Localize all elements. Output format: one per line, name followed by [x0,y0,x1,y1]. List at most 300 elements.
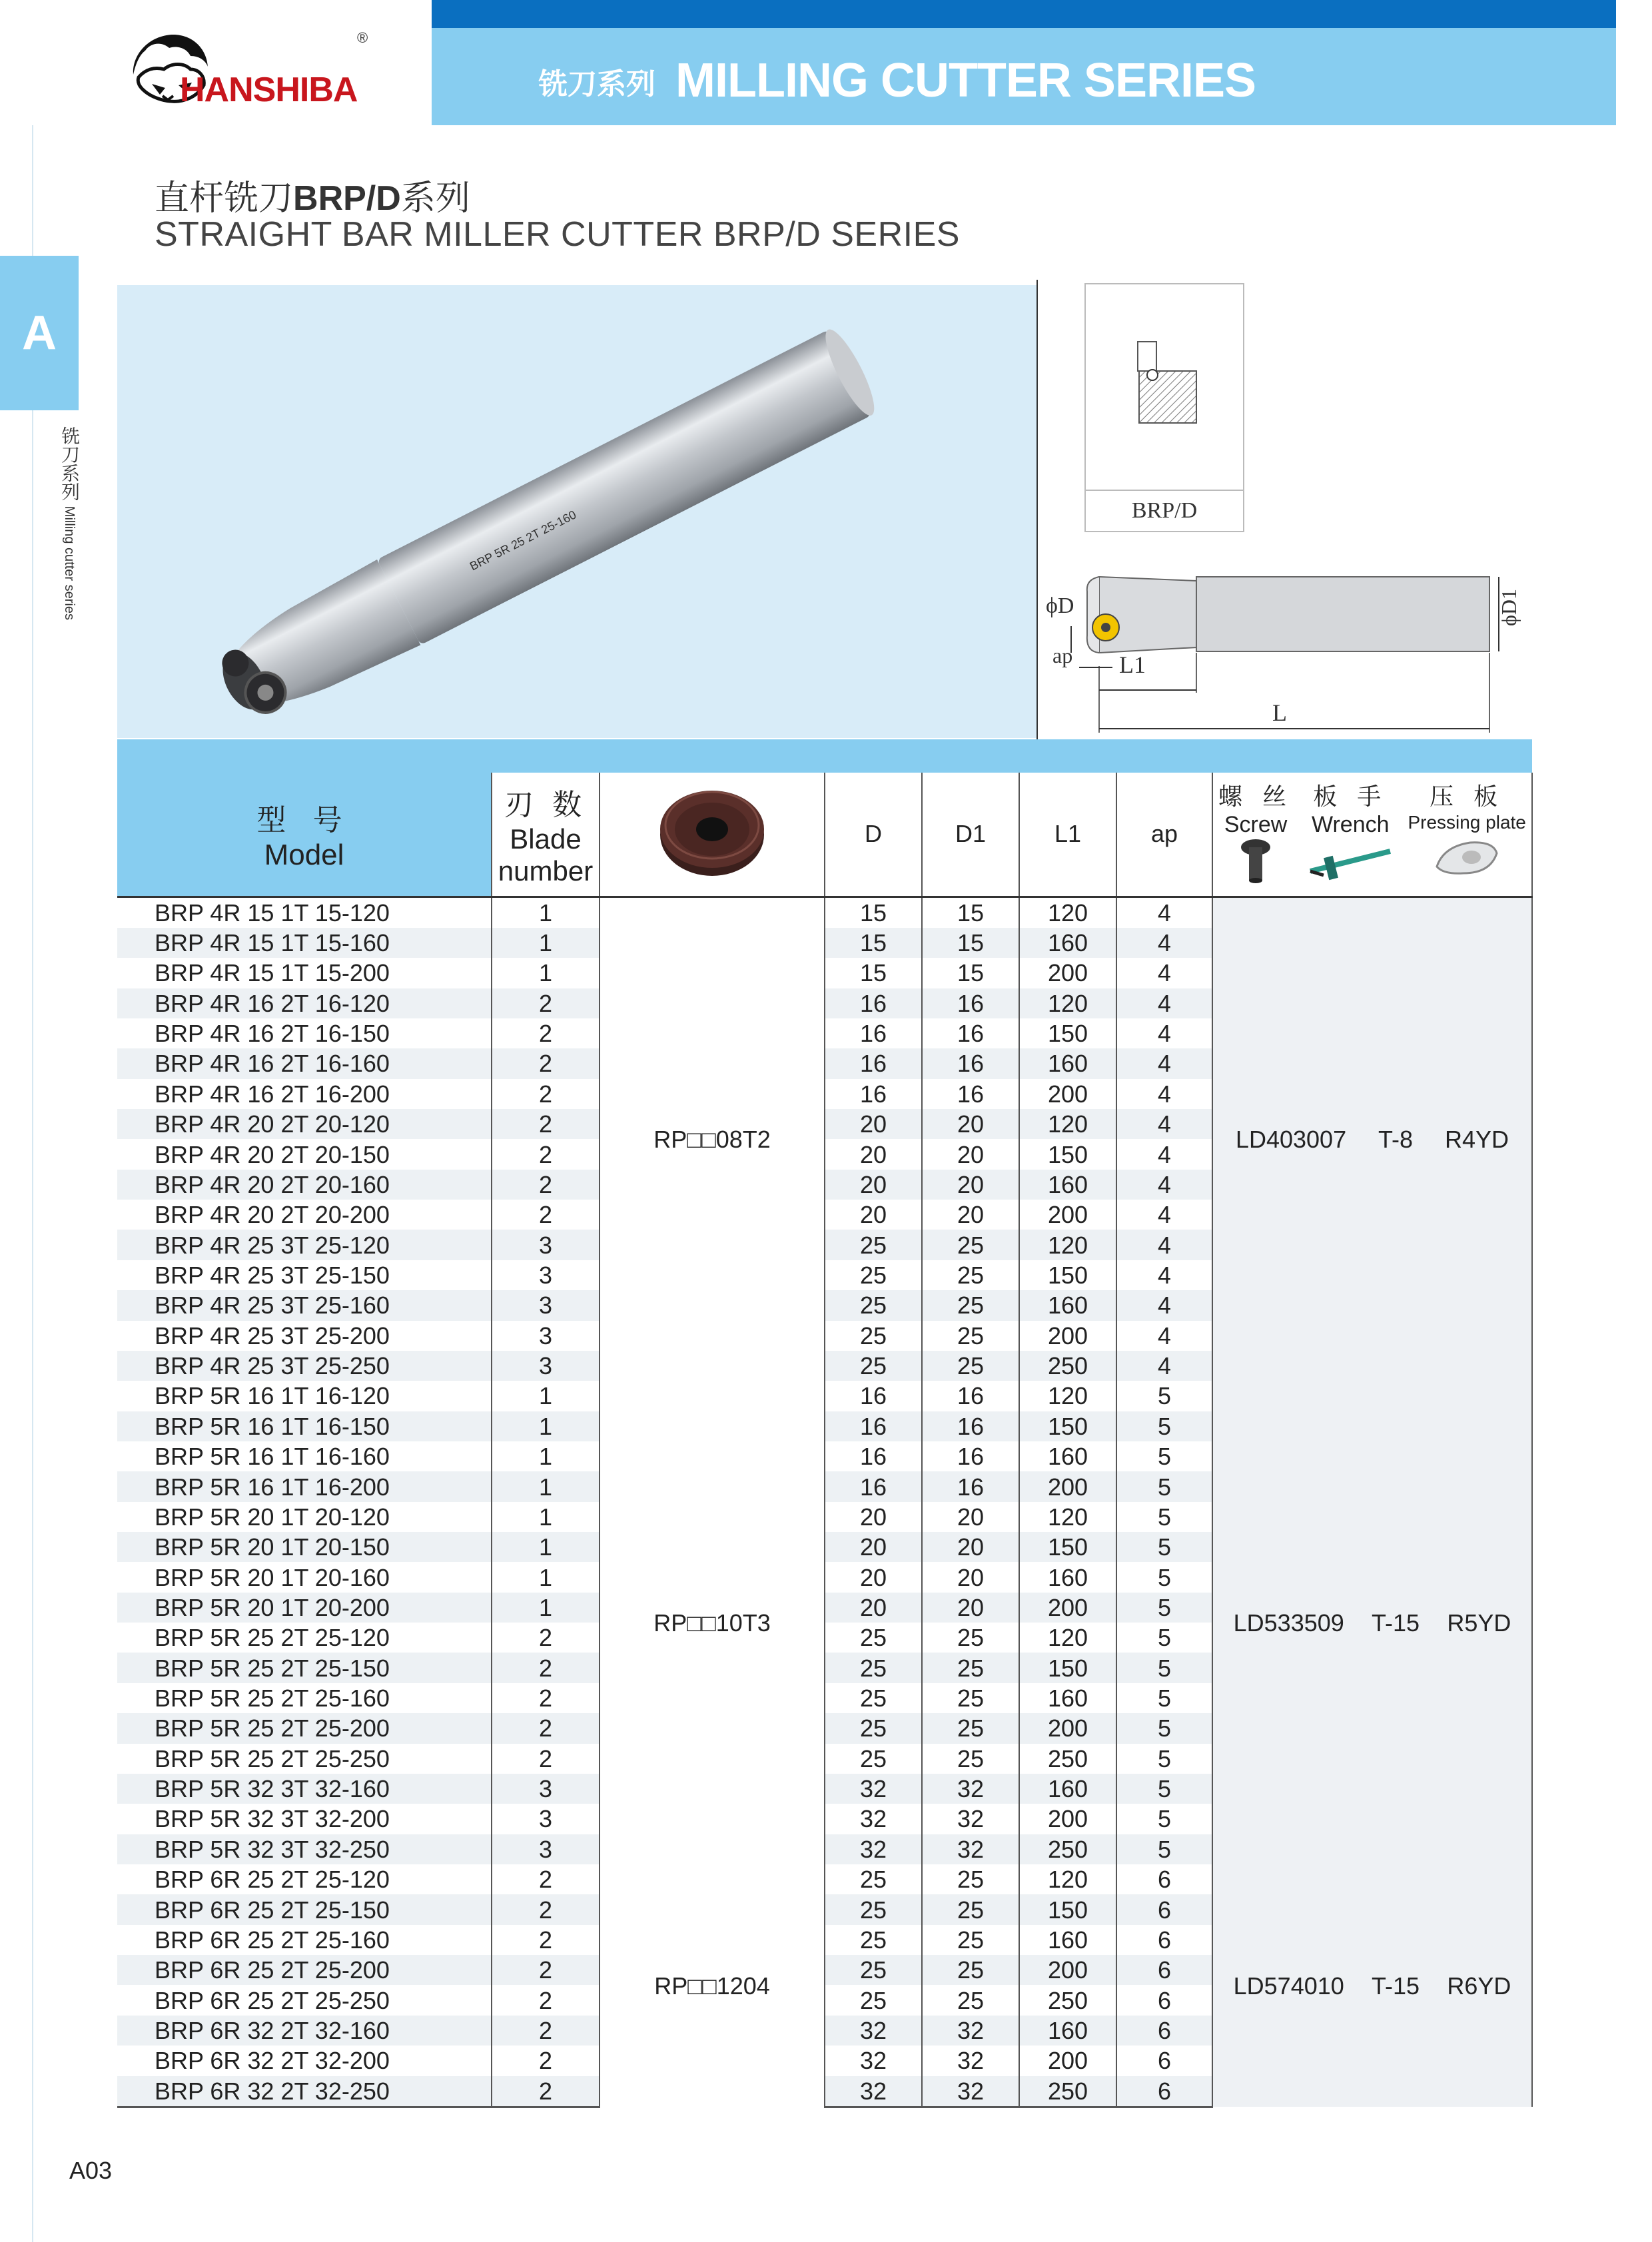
ap-cell: 6 [1116,1955,1212,1985]
ap-cell: 5 [1116,1441,1212,1471]
model-cell: BRP 5R 16 1T 16-120 [117,1381,492,1411]
model-cell: BRP 4R 16 2T 16-160 [117,1048,492,1078]
insert-cell: RP□□10T3 [600,1381,825,1864]
l1-cell: 160 [1019,2016,1116,2046]
registered-mark: ® [357,29,368,46]
l1-cell: 250 [1019,1744,1116,1774]
ap-cell: 5 [1116,1713,1212,1743]
ap-cell: 4 [1116,1170,1212,1200]
model-cell: BRP 4R 15 1T 15-160 [117,928,492,958]
ap-cell: 4 [1116,1290,1212,1320]
dim-d-label: ϕD [1046,593,1074,618]
model-cell: BRP 5R 20 1T 20-160 [117,1562,492,1592]
d1-cell: 16 [922,1048,1019,1078]
l1-cell: 250 [1019,2076,1116,2107]
blade-count-cell: 2 [492,1653,600,1682]
model-cell: BRP 5R 25 2T 25-200 [117,1713,492,1743]
d1-cell: 20 [922,1502,1019,1532]
dimension-diagram [1039,553,1545,739]
d-cell: 15 [825,897,922,928]
blade-count-cell: 3 [492,1230,600,1260]
insert-header [600,773,825,897]
l1-cell: 160 [1019,1170,1116,1200]
ap-cell: 4 [1116,1260,1212,1290]
blade-count-cell: 2 [492,1079,600,1109]
series-title-en: MILLING CUTTER SERIES [675,54,1256,107]
model-header-zh: 型 号 [256,804,352,837]
blade-count-cell: 1 [492,928,600,958]
accessories-cell [1212,1864,1532,2107]
header-topbar [432,0,1616,28]
d1-cell: 25 [922,1351,1019,1381]
l1-cell: 200 [1019,958,1116,988]
ap-cell: 6 [1116,2046,1212,2075]
d-cell: 16 [825,1471,922,1501]
ap-cell: 6 [1116,1894,1212,1924]
blade-count-cell: 2 [492,1139,600,1169]
blade-count-cell: 2 [492,2076,600,2107]
blade-count-cell: 2 [492,1109,600,1139]
d1-cell: 16 [922,1018,1019,1048]
d1-cell: 20 [922,1170,1019,1200]
screw-value: LD403007 [1235,1125,1347,1153]
l1-cell: 150 [1019,1411,1116,1441]
blade-count-cell: 2 [492,1894,600,1924]
d1-cell: 25 [922,1230,1019,1260]
ap-cell: 4 [1116,1079,1212,1109]
series-title-zh: 铣刀系列 [538,68,655,101]
l1-cell: 120 [1019,1109,1116,1139]
model-cell: BRP 4R 25 3T 25-160 [117,1290,492,1320]
d1-cell: 20 [922,1139,1019,1169]
ap-cell: 6 [1116,1925,1212,1955]
d1-cell: 20 [922,1562,1019,1592]
round-insert-icon [652,781,772,881]
brand-name: HANSHIBA [180,71,358,109]
d1-cell: 25 [922,1321,1019,1351]
table-header-row [117,773,1532,897]
d-cell: 32 [825,2076,922,2107]
engraving-text: BRP 5R 25 2T 25-160 [467,508,579,573]
ap-cell: 5 [1116,1532,1212,1562]
d-header: D [825,773,922,897]
title-zh-suffix: 系列 [400,179,470,218]
d-cell: 32 [825,1834,922,1864]
d-cell: 25 [825,1925,922,1955]
blade-header [492,773,600,897]
blade-count-cell: 2 [492,1200,600,1230]
l1-cell: 160 [1019,1683,1116,1713]
section-label-en: Milling cutter series [62,506,77,620]
l1-cell: 150 [1019,1532,1116,1562]
page-title-en: STRAIGHT BAR MILLER CUTTER BRP/D SERIES [155,215,960,254]
d-cell: 25 [825,1894,922,1924]
l1-cell: 250 [1019,1351,1116,1381]
d1-cell: 25 [922,1864,1019,1894]
l1-cell: 150 [1019,1260,1116,1290]
l1-cell: 120 [1019,1623,1116,1653]
ap-cell: 4 [1116,1139,1212,1169]
l1-cell: 160 [1019,1048,1116,1078]
blade-count-cell: 2 [492,1713,600,1743]
title-zh-bold: BRP/D [293,179,401,218]
d-cell: 25 [825,1351,922,1381]
l1-cell: 120 [1019,1864,1116,1894]
model-cell: BRP 6R 25 2T 25-250 [117,1985,492,2015]
ap-cell: 5 [1116,1502,1212,1532]
photo-separator [1036,280,1038,739]
l1-cell: 120 [1019,1381,1116,1411]
d-cell: 25 [825,1683,922,1713]
type-diagram-box [1084,283,1244,532]
l1-cell: 160 [1019,1441,1116,1471]
model-cell: BRP 4R 16 2T 16-120 [117,988,492,1018]
d-cell: 20 [825,1532,922,1562]
wrench-header [1304,778,1397,891]
logo-area [32,0,422,125]
d1-cell: 25 [922,1925,1019,1955]
ap-cell: 5 [1116,1683,1212,1713]
blade-count-cell: 2 [492,1623,600,1653]
blade-count-cell: 1 [492,1471,600,1501]
d-cell: 16 [825,1048,922,1078]
blade-count-cell: 2 [492,1048,600,1078]
model-cell: BRP 4R 16 2T 16-150 [117,1018,492,1048]
d1-cell: 25 [922,1683,1019,1713]
d1-cell: 20 [922,1109,1019,1139]
d-cell: 25 [825,1985,922,2015]
dim-l-label: L [1272,699,1287,726]
d1-cell: 25 [922,1713,1019,1743]
type-label: BRP/D [1086,490,1243,531]
insert-cell: RP□□1204 [600,1864,825,2107]
blade-count-cell: 2 [492,1683,600,1713]
l1-cell: 250 [1019,1985,1116,2015]
d1-cell: 15 [922,897,1019,928]
torx-wrench-icon [1304,838,1397,885]
d1-cell: 25 [922,1744,1019,1774]
ap-cell: 6 [1116,1985,1212,2015]
d-cell: 20 [825,1109,922,1139]
d1-cell: 20 [922,1200,1019,1230]
model-cell: BRP 5R 20 1T 20-120 [117,1502,492,1532]
l1-cell: 200 [1019,1471,1116,1501]
wrench-header-zh: 板 手 [1313,782,1388,810]
blade-count-cell: 3 [492,1290,600,1320]
blade-count-cell: 3 [492,1351,600,1381]
d1-cell: 32 [922,2046,1019,2075]
ap-cell: 6 [1116,1864,1212,1894]
spec-table [117,773,1533,2108]
model-cell: BRP 4R 20 2T 20-150 [117,1139,492,1169]
d1-cell: 25 [922,1653,1019,1682]
blade-header-en2: number [498,855,594,887]
screw-value: LD533509 [1233,1609,1344,1637]
plate-value: R5YD [1447,1609,1511,1637]
d1-cell: 25 [922,1985,1019,2015]
plate-header [1408,778,1525,886]
d-cell: 16 [825,1381,922,1411]
screw-header [1218,778,1293,891]
d-cell: 25 [825,1260,922,1290]
model-header [117,773,492,897]
blade-count-cell: 1 [492,1381,600,1411]
model-cell: BRP 4R 25 3T 25-200 [117,1321,492,1351]
d1-cell: 32 [922,1774,1019,1804]
blade-count-cell: 1 [492,958,600,988]
d1-cell: 32 [922,2076,1019,2107]
series-title [538,48,1256,108]
l1-cell: 160 [1019,1925,1116,1955]
l1-cell: 160 [1019,1562,1116,1592]
ap-cell: 4 [1116,928,1212,958]
section-label-zh: 铣刀系列 [59,426,80,501]
d-cell: 25 [825,1864,922,1894]
l1-cell: 200 [1019,1079,1116,1109]
model-cell: BRP 5R 20 1T 20-200 [117,1593,492,1623]
screw-value: LD574010 [1233,1972,1344,2000]
d-cell: 15 [825,958,922,988]
d-cell: 25 [825,1955,922,1985]
ap-cell: 5 [1116,1774,1212,1804]
l1-cell: 250 [1019,1834,1116,1864]
d1-header: D1 [922,773,1019,897]
d1-cell: 25 [922,1290,1019,1320]
d1-cell: 32 [922,1834,1019,1864]
blade-count-cell: 2 [492,2046,600,2075]
d-cell: 32 [825,2046,922,2075]
title-zh-prefix: 直杆铣刀 [155,179,294,218]
model-cell: BRP 4R 15 1T 15-120 [117,897,492,928]
d-cell: 16 [825,1411,922,1441]
ap-cell: 5 [1116,1804,1212,1834]
d-cell: 20 [825,1200,922,1230]
ap-cell: 5 [1116,1411,1212,1441]
model-cell: BRP 5R 32 3T 32-160 [117,1774,492,1804]
d-cell: 16 [825,1079,922,1109]
d1-cell: 16 [922,1079,1019,1109]
blade-count-cell: 1 [492,1532,600,1562]
blade-count-cell: 1 [492,1593,600,1623]
ap-cell: 5 [1116,1623,1212,1653]
l1-cell: 200 [1019,1804,1116,1834]
blade-count-cell: 3 [492,1774,600,1804]
model-cell: BRP 5R 25 2T 25-250 [117,1744,492,1774]
d-cell: 25 [825,1290,922,1320]
dim-d1-label: ϕD1 [1497,589,1521,626]
l1-cell: 120 [1019,897,1116,928]
d-cell: 16 [825,1441,922,1471]
model-cell: BRP 6R 32 2T 32-200 [117,2046,492,2075]
model-cell: BRP 4R 25 3T 25-150 [117,1260,492,1290]
dim-ap-label: ap [1052,643,1073,667]
d-cell: 16 [825,988,922,1018]
model-cell: BRP 6R 32 2T 32-250 [117,2076,492,2107]
table-row [117,897,1532,928]
d1-cell: 15 [922,958,1019,988]
l1-cell: 150 [1019,1139,1116,1169]
model-cell: BRP 4R 15 1T 15-200 [117,958,492,988]
blade-count-cell: 2 [492,988,600,1018]
plate-value: R6YD [1447,1972,1511,2000]
l1-cell: 150 [1019,1018,1116,1048]
d1-cell: 16 [922,1411,1019,1441]
ap-cell: 4 [1116,988,1212,1018]
shoulder-milling-icon [1126,338,1199,424]
header-band [432,0,1616,125]
d1-cell: 25 [922,1260,1019,1290]
blade-count-cell: 2 [492,1018,600,1048]
model-cell: BRP 6R 25 2T 25-160 [117,1925,492,1955]
plate-header-en: Pressing plate [1408,811,1526,833]
model-cell: BRP 4R 20 2T 20-200 [117,1200,492,1230]
plate-header-zh: 压 板 [1430,782,1505,810]
d-cell: 25 [825,1744,922,1774]
accessories-cell [1212,897,1532,1381]
model-header-en: Model [264,839,344,872]
ap-cell: 4 [1116,1321,1212,1351]
blade-header-en1: Blade [510,823,582,855]
l1-header: L1 [1019,773,1116,897]
d-cell: 32 [825,2016,922,2046]
l1-cell: 160 [1019,928,1116,958]
plate-value: R4YD [1444,1125,1509,1153]
ap-cell: 4 [1116,1351,1212,1381]
model-cell: BRP 4R 20 2T 20-160 [117,1170,492,1200]
d1-cell: 25 [922,1955,1019,1985]
ap-cell: 4 [1116,1048,1212,1078]
spec-table-body [117,897,1532,2107]
wrench-header-en: Wrench [1312,811,1390,837]
ap-cell: 4 [1116,958,1212,988]
d-cell: 25 [825,1653,922,1682]
table-row [117,1381,1532,1411]
screw-header-en: Screw [1224,811,1288,837]
model-cell: BRP 6R 25 2T 25-200 [117,1955,492,1985]
l1-cell: 150 [1019,1894,1116,1924]
l1-cell: 120 [1019,988,1116,1018]
wrench-value: T-15 [1372,1972,1420,2000]
blade-count-cell: 3 [492,1804,600,1834]
milling-cutter-image [117,285,1036,738]
d1-cell: 15 [922,928,1019,958]
l1-cell: 200 [1019,1593,1116,1623]
blade-count-cell: 1 [492,897,600,928]
blade-count-cell: 2 [492,1864,600,1894]
model-cell: BRP 6R 32 2T 32-160 [117,2016,492,2046]
model-cell: BRP 5R 16 1T 16-160 [117,1441,492,1471]
model-cell: BRP 5R 16 1T 16-200 [117,1471,492,1501]
ap-cell: 4 [1116,1018,1212,1048]
accessories-header [1212,773,1532,897]
blade-count-cell: 2 [492,1925,600,1955]
blade-count-cell: 1 [492,1562,600,1592]
ap-cell: 4 [1116,1109,1212,1139]
l1-cell: 160 [1019,1774,1116,1804]
d-cell: 20 [825,1139,922,1169]
model-cell: BRP 6R 25 2T 25-120 [117,1864,492,1894]
wrench-value: T-15 [1372,1609,1420,1637]
wrench-value: T-8 [1378,1125,1414,1153]
d1-cell: 25 [922,1623,1019,1653]
d1-cell: 20 [922,1532,1019,1562]
d-cell: 15 [825,928,922,958]
d-cell: 25 [825,1713,922,1743]
l1-cell: 160 [1019,1290,1116,1320]
d-cell: 16 [825,1018,922,1048]
blade-count-cell: 2 [492,2016,600,2046]
screw-icon [1236,838,1276,885]
d-cell: 25 [825,1623,922,1653]
d1-cell: 16 [922,1441,1019,1471]
blade-header-zh: 刃 数 [504,789,588,822]
ap-cell: 6 [1116,2076,1212,2107]
d-cell: 20 [825,1170,922,1200]
ap-cell: 4 [1116,1200,1212,1230]
pressing-plate-icon [1430,833,1503,880]
d1-cell: 16 [922,1471,1019,1501]
l1-cell: 150 [1019,1653,1116,1682]
blade-count-cell: 2 [492,1744,600,1774]
model-cell: BRP 5R 25 2T 25-150 [117,1653,492,1682]
ap-cell: 4 [1116,897,1212,928]
d-cell: 25 [825,1321,922,1351]
d-cell: 25 [825,1230,922,1260]
blade-count-cell: 1 [492,1441,600,1471]
model-cell: BRP 4R 25 3T 25-120 [117,1230,492,1260]
table-top-band [117,739,1532,773]
page-number: A03 [69,2157,113,2184]
d1-cell: 16 [922,988,1019,1018]
d1-cell: 32 [922,1804,1019,1834]
ap-header: ap [1116,773,1212,897]
side-divider [32,125,33,2242]
ap-cell: 5 [1116,1834,1212,1864]
l1-cell: 200 [1019,1200,1116,1230]
insert-cell: RP□□08T2 [600,897,825,1381]
blade-count-cell: 3 [492,1834,600,1864]
section-label [43,426,83,620]
ap-cell: 5 [1116,1562,1212,1592]
page-title-zh [155,170,470,220]
ap-cell: 5 [1116,1593,1212,1623]
l1-cell: 120 [1019,1502,1116,1532]
section-tab: A [0,256,79,410]
ap-cell: 5 [1116,1471,1212,1501]
product-photo [117,285,1036,738]
blade-count-cell: 2 [492,1955,600,1985]
d-cell: 32 [825,1774,922,1804]
model-cell: BRP 5R 25 2T 25-160 [117,1683,492,1713]
model-cell: BRP 5R 20 1T 20-150 [117,1532,492,1562]
d-cell: 32 [825,1804,922,1834]
model-cell: BRP 5R 32 3T 32-200 [117,1804,492,1834]
l1-cell: 120 [1019,1230,1116,1260]
model-cell: BRP 4R 20 2T 20-120 [117,1109,492,1139]
ap-cell: 5 [1116,1381,1212,1411]
d1-cell: 20 [922,1593,1019,1623]
d-cell: 20 [825,1502,922,1532]
d1-cell: 16 [922,1381,1019,1411]
blade-count-cell: 1 [492,1411,600,1441]
model-cell: BRP 5R 25 2T 25-120 [117,1623,492,1653]
blade-count-cell: 1 [492,1502,600,1532]
ap-cell: 5 [1116,1744,1212,1774]
d-cell: 20 [825,1593,922,1623]
screw-header-zh: 螺 丝 [1218,782,1294,810]
l1-cell: 200 [1019,1955,1116,1985]
model-cell: BRP 5R 32 3T 32-250 [117,1834,492,1864]
